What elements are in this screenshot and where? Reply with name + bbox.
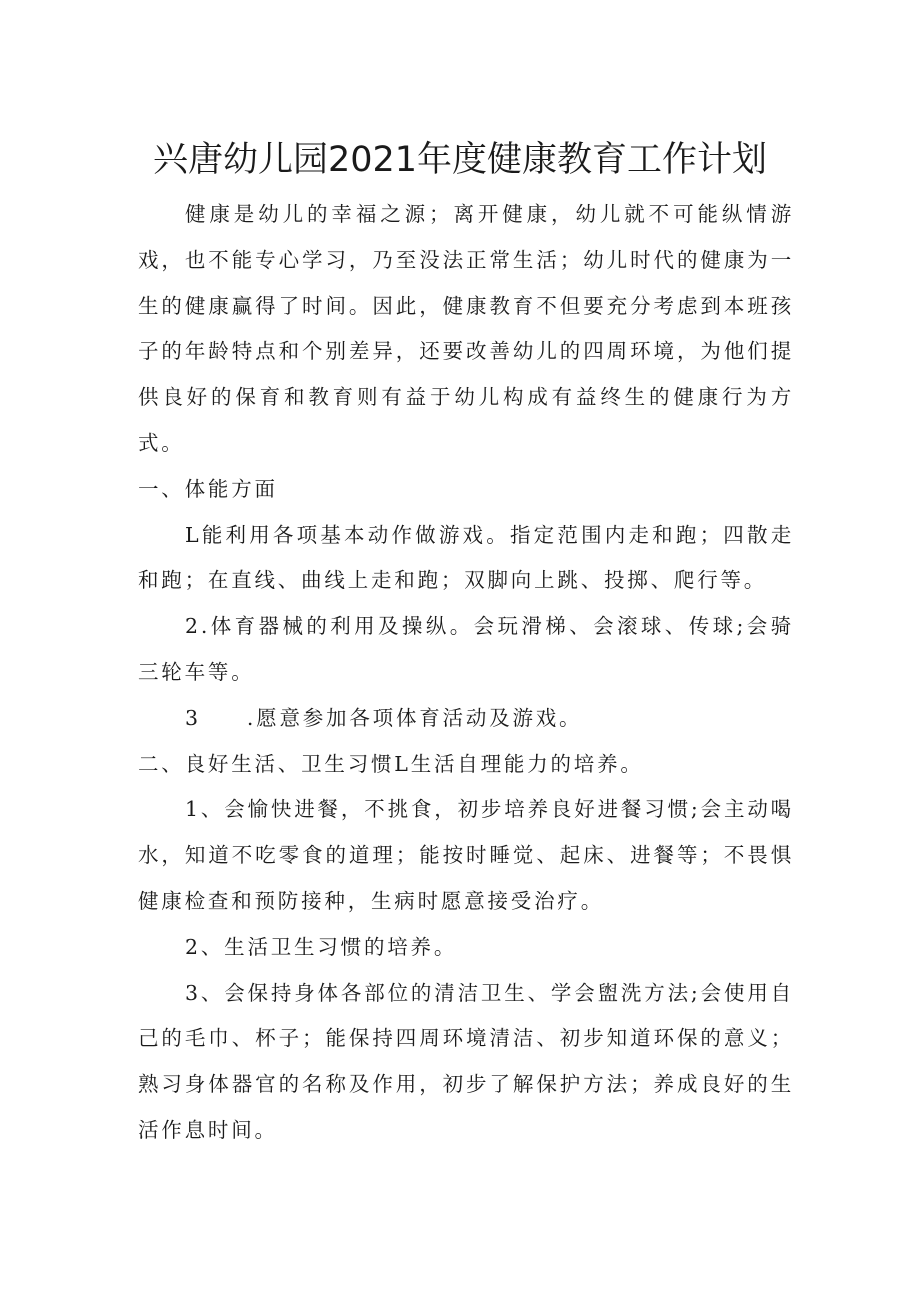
habits-item-1: 1、会愉快进餐，不挑食，初步培养良好进餐习惯;会主动喝水，知道不吃零食的道理；能按时睡觉、起床、进餐等；不畏惧健康检查和预防接种，生病时愿意接受治疗。 xyxy=(138,797,794,913)
physical-item-3 xyxy=(138,696,794,742)
physical-item-3-number: 3 xyxy=(185,705,201,730)
document-title: 兴唐幼儿园2021年度健康教育工作计划 xyxy=(152,140,768,180)
habits-item-2: 2、生活卫生习惯的培养。 xyxy=(185,934,458,959)
document-body xyxy=(138,192,794,1154)
habits-item-3: 3、会保持身体各部位的清洁卫生、学会盥洗方法;会使用自己的毛巾、杯子；能保持四周环境清洁、初步知道环保的意义；熟习身体器官的名称及作用，初步了解保护方法；养成良好的生活作息时间。 xyxy=(138,980,794,1142)
intro-paragraph: 健康是幼儿的幸福之源；离开健康，幼儿就不可能纵情游戏，也不能专心学习，乃至没法正常生活；幼儿时代的健康为一生的健康赢得了时间。因此，健康教育不但要充分考虑到本班孩子的年龄特点和个别差异，还要改善幼儿的四周环境，为他们提供良好的保育和教育则有益于幼儿构成有益终生的健康行为方式。 xyxy=(138,202,794,455)
section-heading-physical: 一、体能方面 xyxy=(138,476,278,501)
physical-item-1: L能利用各项基本动作做游戏。指定范围内走和跑；四散走和跑；在直线、曲线上走和跑；双脚向上跳、投掷、爬行等。 xyxy=(138,522,794,593)
section-heading-habits: 二、良好生活、卫生习惯L生活自理能力的培养。 xyxy=(138,751,644,776)
physical-item-2: 2.体育器械的利用及操纵。会玩滑梯、会滚球、传球;会骑三轮车等。 xyxy=(138,614,794,684)
physical-item-3-text: .愿意参加各项体育活动及游戏。 xyxy=(246,705,583,730)
